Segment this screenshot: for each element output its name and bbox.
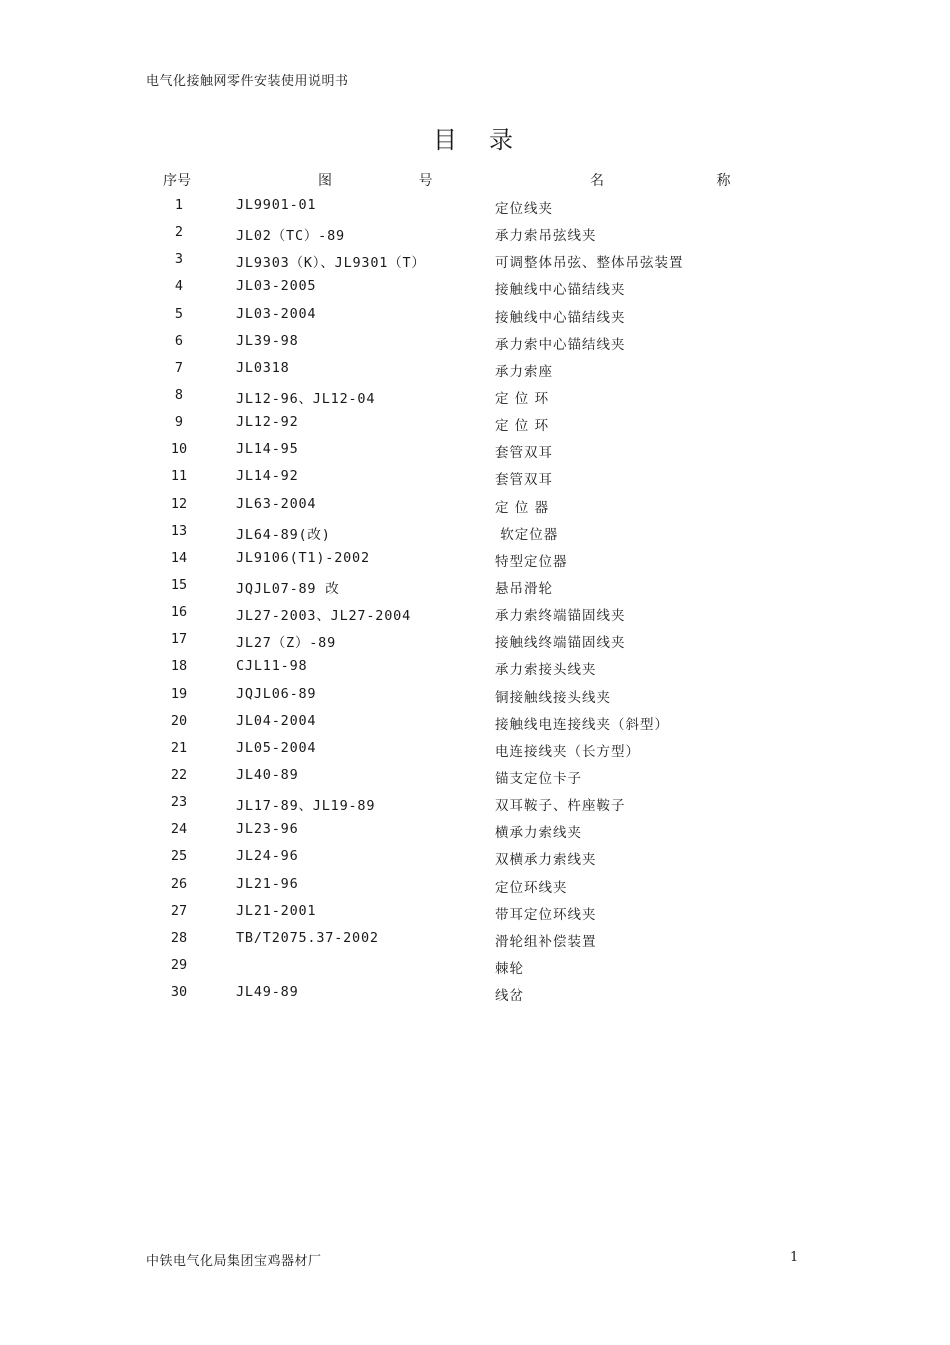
row-drawing-number: TB/T2075.37-2002 xyxy=(236,929,379,946)
row-part-name: 锚支定位卡子 xyxy=(495,770,582,787)
toc-row xyxy=(0,629,950,656)
row-part-name: 接触线终端锚固线夹 xyxy=(495,635,626,652)
toc-row xyxy=(0,901,950,928)
row-drawing-number: JL05-2004 xyxy=(236,739,317,756)
row-part-name: 套管双耳 xyxy=(495,445,553,462)
row-seq: 23 xyxy=(170,794,188,811)
toc-row xyxy=(0,222,950,249)
row-part-name: 承力索座 xyxy=(495,363,553,380)
row-seq: 16 xyxy=(170,604,188,621)
row-seq: 19 xyxy=(170,685,188,702)
row-seq: 2 xyxy=(174,224,184,241)
row-part-name: 电连接线夹（长方型） xyxy=(495,743,640,760)
row-seq: 8 xyxy=(174,386,184,403)
page-title: 目录 xyxy=(433,126,545,154)
row-part-name: 承力索接头线夹 xyxy=(495,662,597,679)
toc-row xyxy=(0,466,950,493)
row-seq: 27 xyxy=(170,902,188,919)
row-seq: 28 xyxy=(170,929,188,946)
row-seq: 15 xyxy=(170,576,188,593)
row-drawing-number: JL63-2004 xyxy=(236,495,317,512)
toc-row xyxy=(0,711,950,738)
toc-row xyxy=(0,304,950,331)
row-drawing-number: JQJL07-89 改 xyxy=(236,580,340,597)
row-part-name: 软定位器 xyxy=(495,526,559,543)
row-seq: 12 xyxy=(170,495,188,512)
row-drawing-number: JL27-2003、JL27-2004 xyxy=(236,608,411,625)
row-part-name: 铜接触线接头线夹 xyxy=(495,689,611,706)
toc-row xyxy=(0,602,950,629)
row-seq: 10 xyxy=(170,441,188,458)
row-seq: 11 xyxy=(170,468,188,485)
row-seq: 5 xyxy=(174,305,184,322)
row-seq: 17 xyxy=(170,631,188,648)
toc-row xyxy=(0,521,950,548)
row-seq: 21 xyxy=(170,739,188,756)
row-part-name: 特型定位器 xyxy=(495,553,568,570)
row-part-name: 棘轮 xyxy=(495,960,524,977)
row-drawing-number: JL02（TC）-89 xyxy=(236,228,345,245)
column-header-name: 名 称 xyxy=(590,173,785,189)
row-seq: 9 xyxy=(174,414,184,431)
row-seq: 4 xyxy=(174,278,184,295)
toc-row xyxy=(0,765,950,792)
row-seq: 13 xyxy=(170,522,188,539)
row-part-name: 承力索吊弦线夹 xyxy=(495,228,597,245)
row-part-name: 带耳定位环线夹 xyxy=(495,906,597,923)
row-part-name: 定位环线夹 xyxy=(495,879,568,896)
footer-company: 中铁电气化局集团宝鸡器材厂 xyxy=(146,1254,322,1269)
toc-row xyxy=(0,412,950,439)
toc-row xyxy=(0,955,950,982)
row-seq: 22 xyxy=(170,766,188,783)
row-part-name: 承力索中心锚结线夹 xyxy=(495,336,626,353)
document-header: 电气化接触网零件安装使用说明书 xyxy=(146,74,349,89)
toc-row xyxy=(0,874,950,901)
row-part-name: 定 位 器 xyxy=(495,499,550,516)
row-drawing-number: JL23-96 xyxy=(236,821,299,838)
row-part-name: 双横承力索线夹 xyxy=(495,852,597,869)
toc-row xyxy=(0,792,950,819)
row-drawing-number: JL9106(T1)-2002 xyxy=(236,549,370,566)
toc-row xyxy=(0,385,950,412)
toc-row xyxy=(0,249,950,276)
row-seq: 14 xyxy=(170,549,188,566)
row-drawing-number: CJL11-98 xyxy=(236,658,308,675)
page-number: 1 xyxy=(790,1250,799,1265)
row-seq: 29 xyxy=(170,956,188,973)
toc-row xyxy=(0,331,950,358)
toc-row xyxy=(0,684,950,711)
row-seq: 18 xyxy=(170,658,188,675)
row-drawing-number: JL24-96 xyxy=(236,848,299,865)
row-drawing-number: JL21-2001 xyxy=(236,902,317,919)
row-drawing-number: JL04-2004 xyxy=(236,712,317,729)
row-drawing-number: JL49-89 xyxy=(236,984,299,1001)
toc-row xyxy=(0,575,950,602)
row-seq: 24 xyxy=(170,821,188,838)
row-part-name: 滑轮组补偿装置 xyxy=(495,933,597,950)
row-part-name: 接触线中心锚结线夹 xyxy=(495,309,626,326)
toc-row xyxy=(0,276,950,303)
row-part-name: 定 位 环 xyxy=(495,418,550,435)
row-drawing-number: JL64-89(改) xyxy=(236,526,331,543)
toc-row xyxy=(0,195,950,222)
row-part-name: 定位线夹 xyxy=(495,201,553,217)
toc-row xyxy=(0,846,950,873)
toc-row xyxy=(0,819,950,846)
row-seq: 30 xyxy=(170,984,188,1001)
row-drawing-number: JL17-89、JL19-89 xyxy=(236,798,376,815)
row-drawing-number: JL12-96、JL12-04 xyxy=(236,390,376,407)
row-seq: 7 xyxy=(174,359,184,376)
row-drawing-number: JL12-92 xyxy=(236,414,299,431)
row-drawing-number: JL27（Z）-89 xyxy=(236,635,337,652)
row-drawing-number: JL40-89 xyxy=(236,766,299,783)
row-drawing-number: JL9303（K）、JL9301（T） xyxy=(236,255,426,272)
row-drawing-number: JL39-98 xyxy=(236,332,299,349)
row-part-name: 横承力索线夹 xyxy=(495,825,582,842)
toc-row xyxy=(0,928,950,955)
row-seq: 25 xyxy=(170,848,188,865)
row-drawing-number: JL03-2005 xyxy=(236,278,317,295)
row-seq: 3 xyxy=(174,251,184,268)
toc-row xyxy=(0,738,950,765)
row-drawing-number: JL9901-01 xyxy=(236,197,317,213)
toc-row xyxy=(0,982,950,1009)
row-drawing-number: JL03-2004 xyxy=(236,305,317,322)
row-part-name: 悬吊滑轮 xyxy=(495,580,553,597)
row-drawing-number: JQJL06-89 xyxy=(236,685,317,702)
row-seq: 26 xyxy=(170,875,188,892)
toc-row xyxy=(0,439,950,466)
row-seq: 6 xyxy=(174,332,184,349)
row-part-name: 定 位 环 xyxy=(495,390,550,407)
toc-row xyxy=(0,656,950,683)
toc-table xyxy=(0,195,950,1009)
row-drawing-number: JL0318 xyxy=(236,359,290,376)
toc-row xyxy=(0,358,950,385)
row-part-name: 线岔 xyxy=(495,988,524,1005)
row-part-name: 可调整体吊弦、整体吊弦装置 xyxy=(495,255,684,272)
row-seq: 1 xyxy=(174,197,184,213)
column-header-drawing: 图 号 xyxy=(318,173,459,189)
row-part-name: 接触线中心锚结线夹 xyxy=(495,282,626,299)
toc-row xyxy=(0,494,950,521)
toc-row xyxy=(0,548,950,575)
row-seq: 20 xyxy=(170,712,188,729)
row-drawing-number: JL14-92 xyxy=(236,468,299,485)
row-part-name: 承力索终端锚固线夹 xyxy=(495,608,626,625)
column-header-seq: 序号 xyxy=(163,173,191,189)
row-part-name: 接触线电连接线夹（斜型） xyxy=(495,716,669,733)
row-part-name: 套管双耳 xyxy=(495,472,553,489)
row-drawing-number: JL14-95 xyxy=(236,441,299,458)
row-part-name: 双耳鞍子、杵座鞍子 xyxy=(495,798,626,815)
row-drawing-number: JL21-96 xyxy=(236,875,299,892)
